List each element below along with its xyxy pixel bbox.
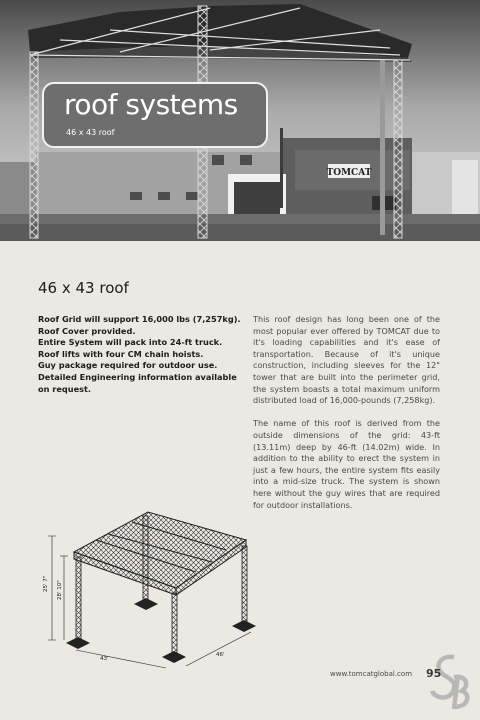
description bbox=[253, 314, 440, 523]
title-badge bbox=[42, 82, 268, 148]
page-number: 95 bbox=[426, 667, 442, 680]
feature-line: Roof Cover provided. bbox=[38, 325, 136, 336]
feature-line: on request. bbox=[38, 383, 92, 394]
dimension-label: 25' 7" bbox=[43, 575, 49, 592]
section-heading: 46 x 43 roof bbox=[38, 279, 129, 297]
feature-list bbox=[38, 314, 241, 395]
feature-line: Guy package required for outdoor use. bbox=[38, 360, 218, 371]
dimension-label: 28' 10" bbox=[57, 580, 63, 600]
page-title: roof systems bbox=[64, 88, 238, 121]
description-paragraph: This roof design has long been one of the most popular ever offered by TOMCAT due to it's loading capabilities and it's ease of transportation. Because of it's unique construction, including sleeves for the 12" tower that are built into the perimeter grid, the system boasts a total maximum uniform distributed load of 16,000-pounds (7,258kg). bbox=[253, 314, 440, 406]
feature-line: Detailed Engineering information available bbox=[38, 371, 237, 382]
page-subtitle: 46 x 43 roof bbox=[66, 128, 115, 137]
footer-url: www.tomcatglobal.com bbox=[330, 670, 413, 678]
feature-line: Entire System will pack into 24-ft truck. bbox=[38, 337, 223, 348]
feature-line: Roof lifts with four CM chain hoists. bbox=[38, 348, 204, 359]
dimension-label: 43' bbox=[100, 656, 109, 662]
publisher-monogram-icon bbox=[424, 653, 474, 711]
roof-line-drawing bbox=[36, 500, 276, 675]
description-paragraph: The name of this roof is derived from the outside dimensions of the grid: 43-ft (13.11m) deep by 46-ft (14.02m) wide. In addition to the ability to erect the system in just a few hours, the entire system fits easily into a mid-size truck. The system is shown here without the guy wires that are required for outdoor installations. bbox=[253, 418, 440, 510]
dimension-label: 46' bbox=[216, 652, 225, 658]
feature-line: Roof Grid will support 16,000 lbs (7,257kg). bbox=[38, 314, 241, 324]
building-sign-text: TOMCAT bbox=[326, 168, 372, 178]
